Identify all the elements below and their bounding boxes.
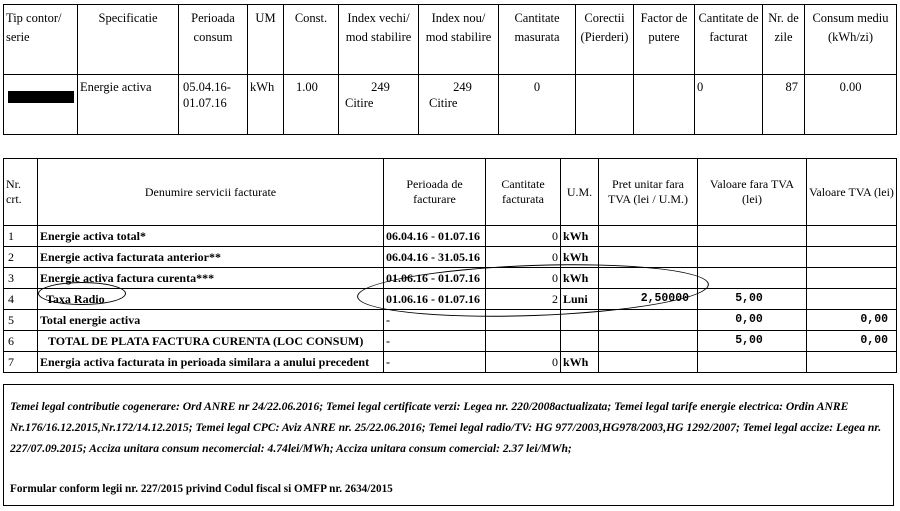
redacted-serial [8, 91, 74, 103]
billed-services-table [3, 158, 897, 373]
service-period: - [384, 331, 486, 352]
meter-header-cell: Index nou/ mod stabilire [419, 5, 499, 75]
service-um [561, 331, 599, 352]
legal-notes-box [3, 384, 894, 506]
meter-index-old-value: 249 [371, 80, 390, 94]
service-period: 01.06.16 - 01.07.16 [384, 289, 486, 310]
service-period: 06.04.16 - 31.05.16 [384, 247, 486, 268]
service-value [698, 226, 807, 247]
services-header-um: U.M. [561, 159, 599, 226]
services-header-name: Denumire servicii facturate [38, 159, 384, 226]
service-vat: 0,00 [807, 331, 897, 352]
table-row [4, 331, 897, 352]
services-header-vat: Valoare TVA (lei) [807, 159, 897, 226]
table-row [4, 310, 897, 331]
service-value: 5,00 [698, 289, 807, 310]
meter-header-cell: Index vechi/ mod stabilire [339, 5, 419, 75]
row-number: 5 [4, 310, 38, 331]
service-price [599, 268, 698, 289]
table-row [4, 268, 897, 289]
meter-header-cell: Corectii (Pierderi) [576, 5, 634, 75]
row-number: 6 [4, 331, 38, 352]
service-name: Energie activa total* [38, 226, 384, 247]
formular-note: Formular conform legii nr. 227/2015 privind Codul fiscal si OMFP nr. 2634/2015 [10, 483, 393, 495]
row-number: 4 [4, 289, 38, 310]
service-qty: 2 [486, 289, 561, 310]
service-price: 2,50000 [599, 289, 698, 310]
service-vat [807, 268, 897, 289]
service-qty: 0 [486, 247, 561, 268]
service-price [599, 247, 698, 268]
service-period: 01.06.16 - 01.07.16 [384, 268, 486, 289]
service-name: Total energie activa [38, 310, 384, 331]
meter-spec: Energie activa [78, 75, 179, 135]
meter-index-new-mode: Citire [429, 96, 458, 110]
services-header-period: Perioada de facturare [384, 159, 486, 226]
meter-period-start: 05.04.16- [183, 80, 231, 94]
service-price [599, 310, 698, 331]
meter-measured: 0 [499, 75, 576, 135]
service-name: Taxa Radio [38, 289, 384, 310]
meter-period-end: 01.07.16 [183, 96, 227, 110]
service-qty: 0 [486, 226, 561, 247]
meter-index-new [419, 75, 499, 135]
service-price [599, 226, 698, 247]
service-price [599, 352, 698, 373]
service-vat: 0,00 [807, 310, 897, 331]
service-vat [807, 289, 897, 310]
table-row [4, 289, 897, 310]
meter-reading-table [3, 4, 897, 135]
meter-header-cell: Tip contor/ serie [4, 5, 78, 75]
service-qty [486, 310, 561, 331]
service-um: kWh [561, 352, 599, 373]
table-row [4, 247, 897, 268]
meter-data-row [4, 75, 897, 135]
service-vat [807, 247, 897, 268]
row-number: 7 [4, 352, 38, 373]
meter-corrections [576, 75, 634, 135]
meter-header-cell: UM [248, 5, 284, 75]
meter-index-old-mode: Citire [345, 96, 374, 110]
table-row [4, 352, 897, 373]
table-row [4, 226, 897, 247]
service-name: Energie activa facturata anterior** [38, 247, 384, 268]
service-um: Luni [561, 289, 599, 310]
meter-days: 87 [763, 75, 805, 135]
service-price [599, 331, 698, 352]
service-value: 0,00 [698, 310, 807, 331]
meter-billed-qty: 0 [695, 75, 763, 135]
service-name: Energie activa factura curenta*** [38, 268, 384, 289]
meter-header-cell: Cantitate de facturat [695, 5, 763, 75]
meter-avg: 0.00 [805, 75, 897, 135]
service-um [561, 310, 599, 331]
service-qty: 0 [486, 268, 561, 289]
service-qty: 0 [486, 352, 561, 373]
service-name: Energia activa facturata in perioada similara a anului precedent [38, 352, 384, 373]
meter-serial-cell [4, 75, 78, 135]
service-value [698, 352, 807, 373]
meter-header-cell: Factor de putere [634, 5, 695, 75]
service-um: kWh [561, 268, 599, 289]
service-period: 06.04.16 - 01.07.16 [384, 226, 486, 247]
services-header-value: Valoare fara TVA (lei) [698, 159, 807, 226]
services-header-qty: Cantitate facturata [486, 159, 561, 226]
row-number: 3 [4, 268, 38, 289]
service-value [698, 247, 807, 268]
meter-header-cell: Const. [284, 5, 339, 75]
services-header-nr: Nr. crt. [4, 159, 38, 226]
meter-um: kWh [248, 75, 284, 135]
service-name: TOTAL DE PLATA FACTURA CURENTA (LOC CONSUM) [38, 331, 384, 352]
meter-index-new-value: 249 [453, 80, 472, 94]
service-qty [486, 331, 561, 352]
meter-index-old [339, 75, 419, 135]
row-number: 2 [4, 247, 38, 268]
row-number: 1 [4, 226, 38, 247]
service-um: kWh [561, 247, 599, 268]
service-period: - [384, 352, 486, 373]
meter-header-row [4, 5, 897, 75]
service-vat [807, 226, 897, 247]
services-header-price: Pret unitar fara TVA (lei / U.M.) [599, 159, 698, 226]
service-value [698, 268, 807, 289]
meter-header-cell: Consum mediu (kWh/zi) [805, 5, 897, 75]
service-period: - [384, 310, 486, 331]
service-value: 5,00 [698, 331, 807, 352]
meter-header-cell: Nr. de zile [763, 5, 805, 75]
meter-power-factor [634, 75, 695, 135]
meter-header-cell: Cantitate masurata [499, 5, 576, 75]
service-um: kWh [561, 226, 599, 247]
legal-text: Temei legal contributie cogenerare: Ord ANRE nr 24/22.06.2016; Temei legal certificate verzi: Legea nr. 220/2008actualizata; Temei legal tarife energie electrica: Ordin ANRE Nr.176/16.12.2015,Nr.172/14.12.2015; Temei legal CPC: Aviz ANRE nr. 25/22.06.2016; Temei legal radio/TV: HG 977/2003,HG978/2003,HG 1292/2007; Temei legal accize: Legea nr. 227/07.09.2015; Acciza unitara consum necomercial: 4.74lei/MWh; Acciza unitara consum comercial: 2.37 lei/MWh; [10, 400, 882, 455]
meter-const: 1.00 [284, 75, 339, 135]
services-header-row [4, 159, 897, 226]
service-vat [807, 352, 897, 373]
meter-header-cell: Perioada consum [179, 5, 248, 75]
meter-period [179, 75, 248, 135]
meter-header-cell: Specificatie [78, 5, 179, 75]
